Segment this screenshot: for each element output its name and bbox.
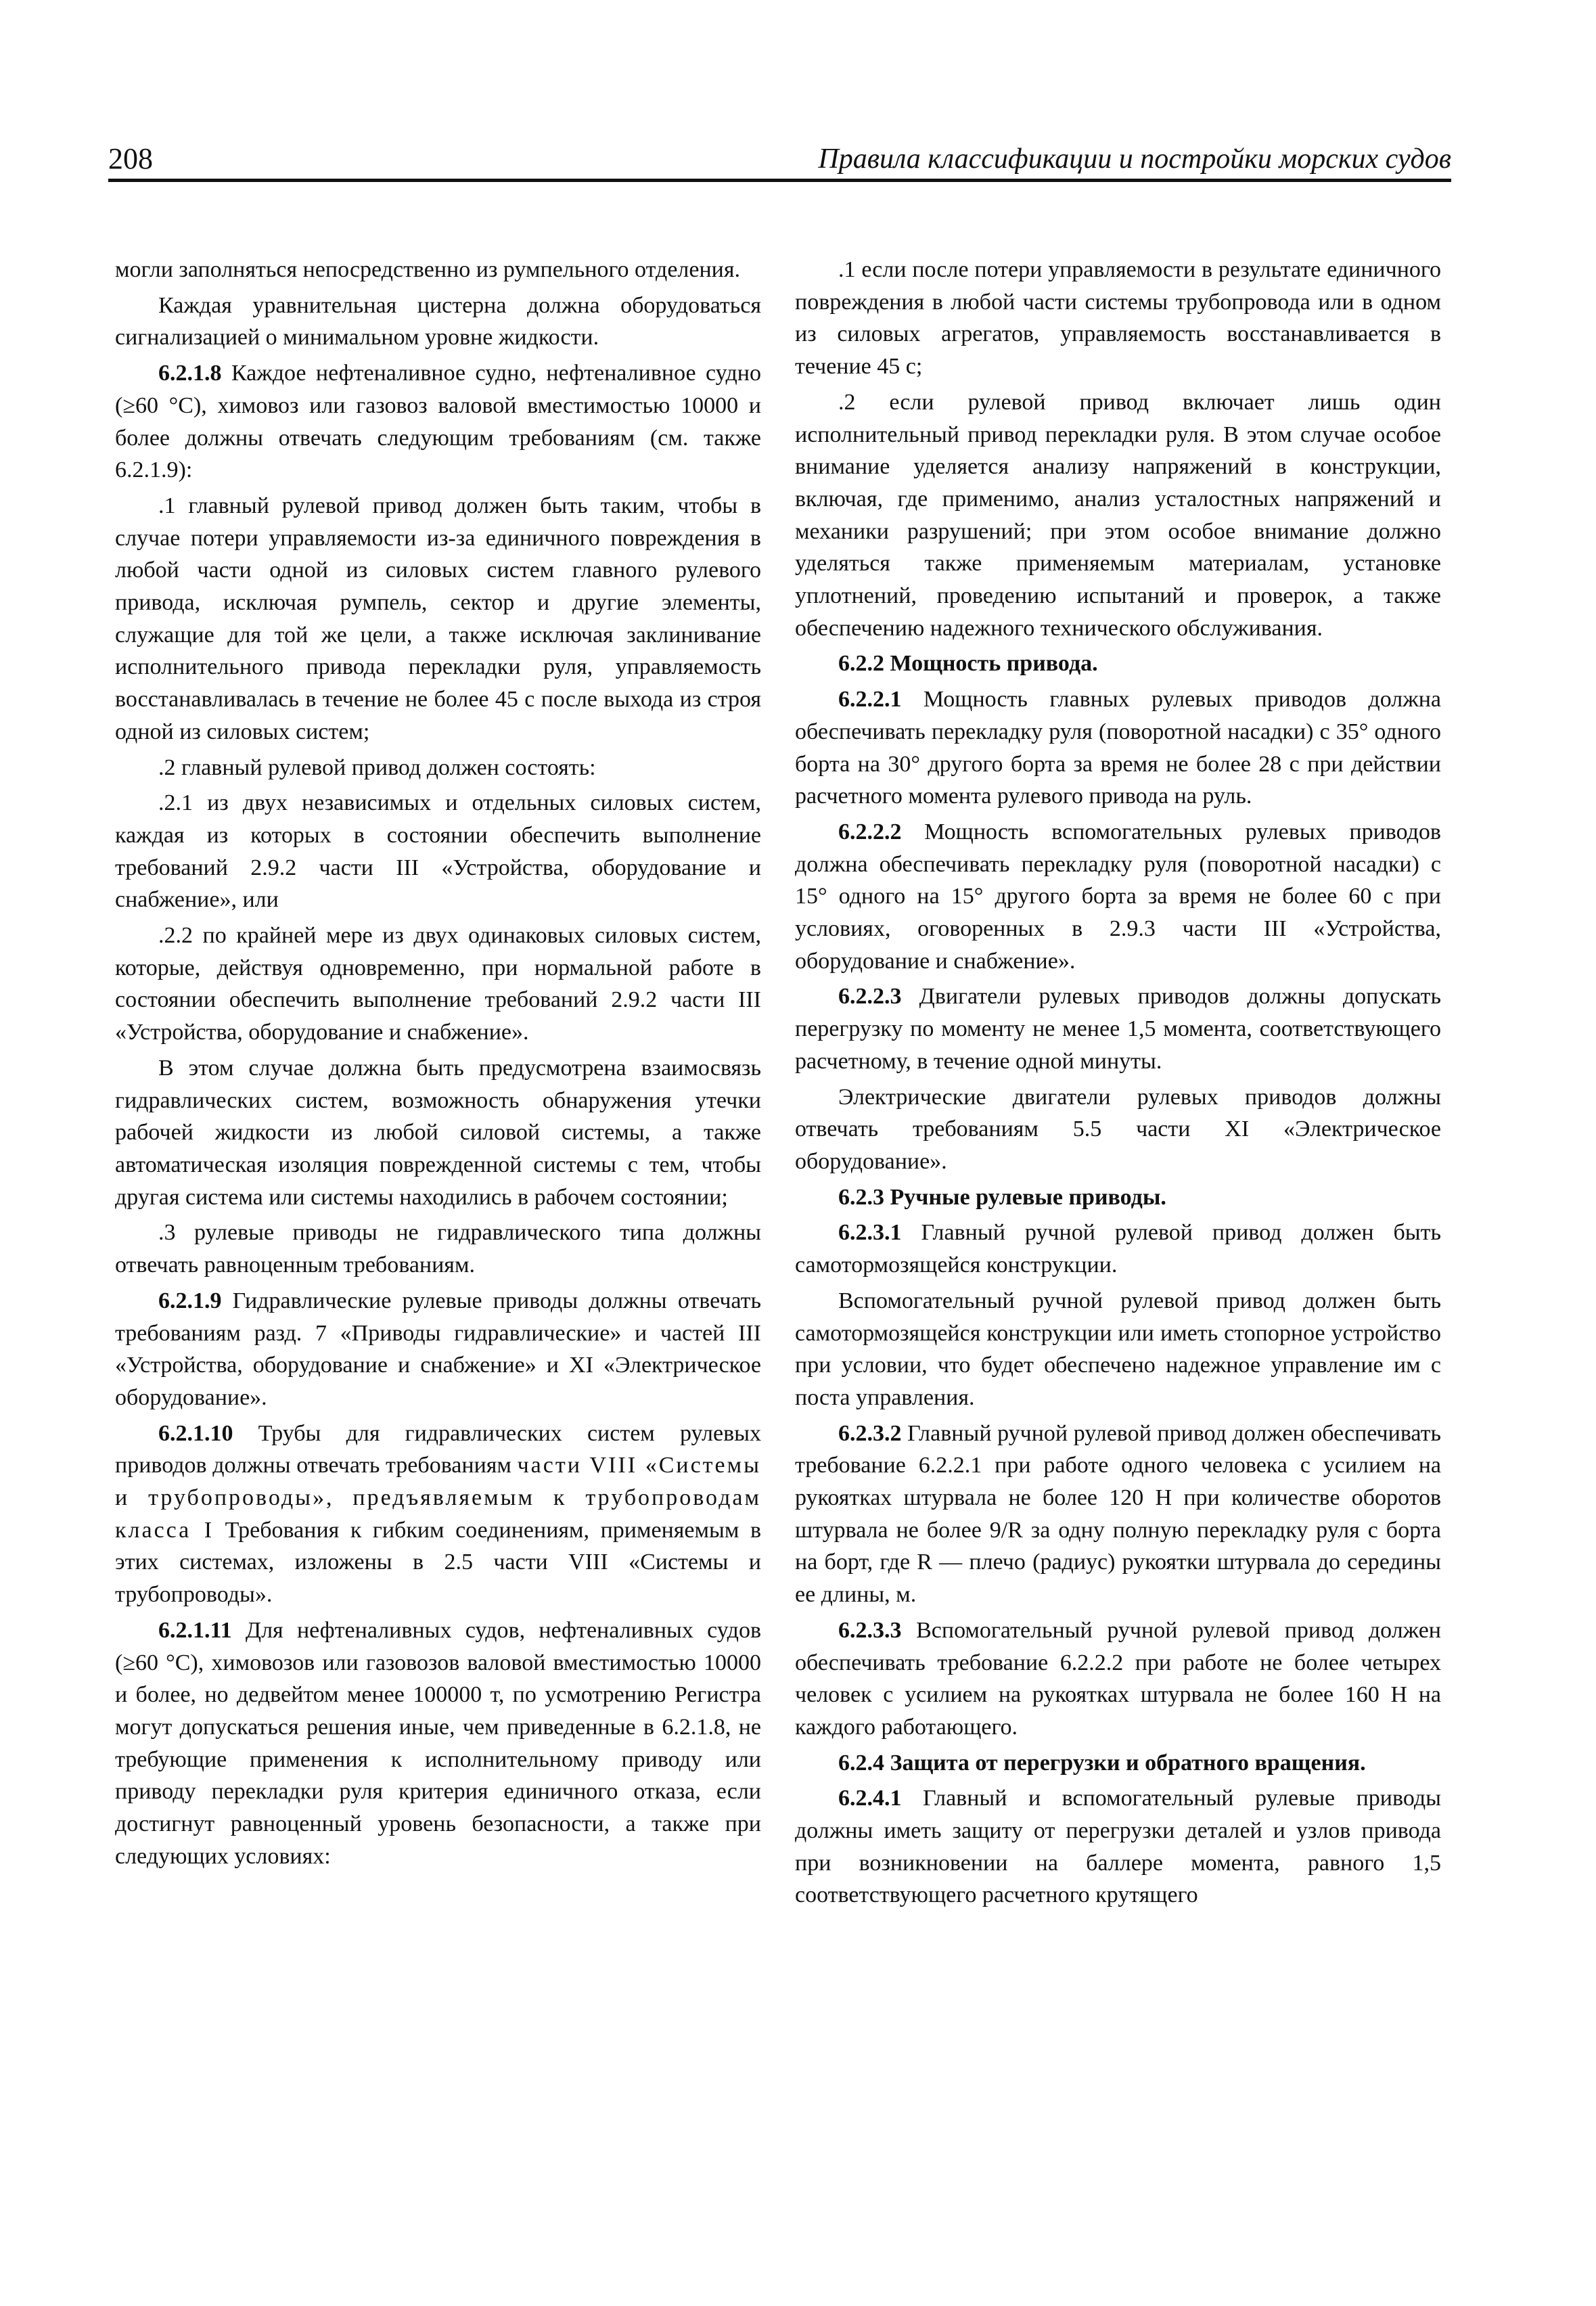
paragraph <box>795 980 1441 1077</box>
paragraph: Каждая уравнительная цистерна должна оборудоваться сигнализацией о минимальном уровне жидкости. <box>115 292 761 351</box>
clause-number: 6.2.1.10 <box>158 1420 233 1446</box>
section-heading: 6.2.4 Защита от перегрузки и обратного вращения. <box>838 1750 1366 1776</box>
clause-text: Вспомогательный ручной рулевой привод должен обеспечивать требование 6.2.2.2 при работе не более четырех человек с усилием на рукоятках штурвала не более 160 Н на каждого работающего. <box>795 1617 1441 1740</box>
paragraph <box>115 1285 761 1414</box>
clause-text: Двигатели рулевых приводов должны допускать перегрузку по моменту не менее 1,5 момента, соответствующего расчетному, в течение одной минуты. <box>795 984 1441 1074</box>
clause-number: 6.2.2.2 <box>838 819 902 844</box>
clause-text: Главный и вспомогательный рулевые приводы должны иметь защиту от перегрузки деталей и узлов привода при возникновении на баллере момента, равного 1,5 соответствующего расчетного крутящего <box>795 1786 1441 1908</box>
paragraph: Вспомогательный ручной рулевой привод должен быть самотормозящейся конструкции или иметь стопорное устройство при условии, что будет обеспечено надежное управление им с поста управления. <box>795 1288 1441 1410</box>
clause-text: Мощность вспомогательных рулевых приводов должна обеспечивать перекладку руля (поворотной насадки) с 15° одного на 15° другого борта за время не более 60 с при условиях, оговоренных в 2.9.3 части III «Устройства, оборудование и снабжение». <box>795 819 1441 974</box>
left-column <box>115 254 761 1876</box>
clause-text: Мощность главных рулевых приводов должна обеспечивать перекладку руля (поворотной насадки) с 35° одного борта на 30° другого борта за время не более 28 с при действии расчетного момента рулевого привода на руль. <box>795 687 1441 809</box>
clause-text: Главный ручной рулевой привод должен быть самотормозящейся конструкции. <box>795 1220 1441 1278</box>
paragraph <box>795 1782 1441 1912</box>
clause-number: 6.2.4.1 <box>838 1786 902 1811</box>
clause-text: Для нефтеналивных судов, нефтеналивных судов (≥60 °С), химовозов или газовозов валовой вместимостью 10000 и более, но дедвейтом менее 100000 т, по усмотрению Регистра могут допускаться решения иные, чем приведенные в 6.2.1.8, не требующие применения к исполнительному приводу или приводу перекладки руля критерия единичного отказа, если достигнут равноценный уровень безопасности, а также при следующих условиях: <box>115 1617 761 1869</box>
paragraph <box>115 357 761 487</box>
paragraph: .1 если после потери управляемости в результате единичного повреждения в любой части системы трубопровода или в одном из силовых агрегатов, управляемость восстанавливается в течение 45 с; <box>795 257 1441 380</box>
paragraph <box>795 683 1441 813</box>
paragraph: могли заполняться непосредственно из румпельного отделения. <box>115 257 740 282</box>
section-heading: 6.2.3 Ручные рулевые приводы. <box>838 1184 1166 1210</box>
paragraph <box>795 1614 1441 1744</box>
clause-text: Главный ручной рулевой привод должен обеспечивать требование 6.2.2.1 при работе одного человека с усилием на рукоятках штурвала не более 120 Н при количестве оборотов штурвала не более 9/R за одну полную перекладку руля с борта на борт, где R — плечо (радиус) рукоятки штурвала до середины ее длины, м. <box>795 1420 1441 1608</box>
paragraph <box>795 816 1441 978</box>
paragraph: .1 главный рулевой привод должен быть таким, чтобы в случае потери управляемости из-за единичного повреждения в любой части одной из силовых систем главного рулевого привода, исключая румпель, сектор и другие элементы, служащие для той же цели, а также исключая заклинивание исполнительного привода перекладки руля, управляемость восстанавливалась в течение не более 45 с после выхода из строя одной из силовых систем; <box>115 493 761 744</box>
clause-text: Требования к гибким соединениям, применяемым в этих системах, изложены в 2.5 части VIII «Системы и трубопроводы». <box>115 1517 761 1608</box>
clause-text: Трубы для гидравлических систем рулевых приводов должны отвечать требованиям <box>115 1420 761 1478</box>
paragraph <box>795 1217 1441 1281</box>
clause-number: 6.2.1.9 <box>158 1288 222 1313</box>
clause-number: 6.2.3.3 <box>838 1617 902 1643</box>
running-title: Правила классификации и постройки морских судов <box>818 143 1451 175</box>
page-number: 208 <box>108 142 153 175</box>
clause-number: 6.2.1.8 <box>158 361 222 386</box>
paragraph: .2.1 из двух независимых и отдельных силовых систем, каждая из которых в состоянии обеспечить выполнение требований 2.9.2 части III «Устройства, оборудование и снабжение», или <box>115 790 761 913</box>
paragraph <box>115 1614 761 1873</box>
paragraph: .2 если рулевой привод включает лишь один исполнительный привод перекладки руля. В этом случае особое внимание уделяется анализу напряжений в конструкции, включая, где применимо, анализ усталостных напряжений и механики разрушений; при этом особое внимание должно уделяться также применяемым материалам, установке уплотнений, проведению испытаний и проверок, а также обеспечению надежного технического обслуживания. <box>795 389 1441 641</box>
paragraph <box>795 1418 1441 1611</box>
header-rule <box>108 179 1451 182</box>
clause-text: Гидравлические рулевые приводы должны отвечать требованиям разд. 7 «Приводы гидравлические» и частей III «Устройства, оборудование и снабжение» и XI «Электрическое оборудование». <box>115 1288 761 1410</box>
paragraph: .2 главный рулевой привод должен состоять: <box>158 754 596 780</box>
paragraph: .2.2 по крайней мере из двух одинаковых силовых систем, которые, действуя одновременно, при нормальной работе в состоянии обеспечить выполнение требований 2.9.2 части III «Устройства, оборудование и снабжение». <box>115 923 761 1045</box>
page-header <box>108 139 1451 179</box>
paragraph: Электрические двигатели рулевых приводов должны отвечать требованиям 5.5 части XI «Электрическое оборудование». <box>795 1084 1441 1174</box>
clause-number: 6.2.1.11 <box>158 1617 232 1643</box>
clause-number: 6.2.2.1 <box>838 687 902 713</box>
clause-text: Каждое нефтеналивное судно, нефтеналивное судно (≥60 °С), химовоз или газовоз валовой вместимостью 10000 и более должны отвечать следующим требованиям (см. также 6.2.1.9): <box>115 361 761 483</box>
section-heading: 6.2.2 Мощность привода. <box>838 651 1098 677</box>
clause-text-spaced: части VIII «Системы и трубопроводы», предъявляемым к трубопроводам класса I <box>115 1453 761 1543</box>
clause-number: 6.2.2.3 <box>838 984 902 1010</box>
clause-number: 6.2.3.2 <box>838 1420 902 1446</box>
paragraph: .3 рулевые приводы не гидравлического типа должны отвечать равноценным требованиям. <box>115 1220 761 1278</box>
paragraph: В этом случае должна быть предусмотрена взаимосвязь гидравлических систем, возможность обнаружения утечки рабочей жидкости из любой силовой системы, а также автоматическая изоляция поврежденной системы с тем, чтобы другая система или системы находились в рабочем состоянии; <box>115 1055 761 1210</box>
paragraph <box>115 1418 761 1611</box>
right-column <box>795 254 1441 1915</box>
clause-number: 6.2.3.1 <box>838 1220 902 1246</box>
